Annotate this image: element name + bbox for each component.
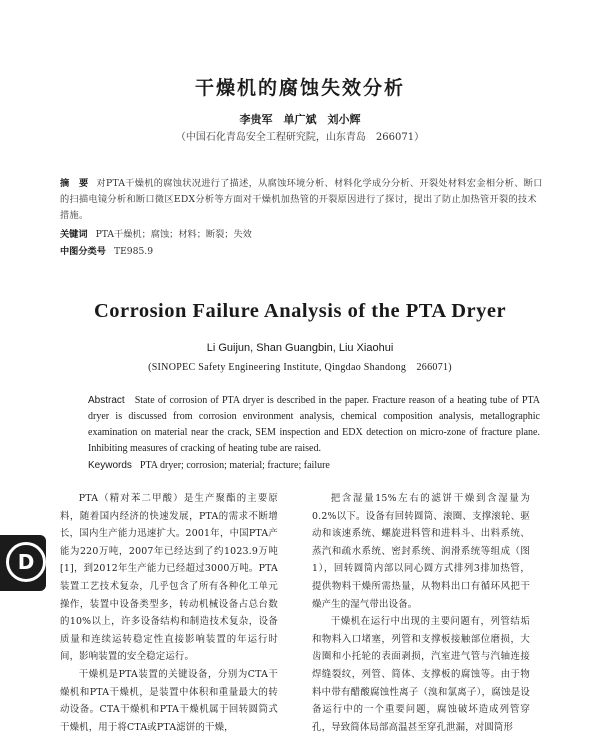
- english-affiliation: (SINOPEC Safety Engineering Institute, Qingdao Shandong 266071): [148, 362, 452, 373]
- chinese-keywords-text: PTA干燥机；腐蚀；材料；断裂；失效: [95, 229, 252, 240]
- english-authors: Li Guijun, Shan Guangbin, Liu Xiaohui: [206, 342, 394, 354]
- chinese-abstract-text: 对PTA干燥机的腐蚀状况进行了描述，从腐蚀环境分析、材料化学成分分析、开裂处材料宏金相分析、断口的扫描电镜分析和断口微区EDX分析等方面对干燥机加热管的开裂原因进行了探讨，提出了防止加热管开裂的技术措施。: [60, 178, 543, 221]
- body-paragraph: 干燥机在运行中出现的主要问题有，列管结垢和物料入口堵塞，列管和支撑板接触部位磨损，大齿圈和小托轮的表面剥损，汽室进气管与汽轴连接焊缝裂纹，列管、简体、支撑板的腐蚀等。由于物料中带有醋酸腐蚀性离子（溴和氯离子），腐蚀是设备运行中的一个重要问题，腐蚀破坏造成列管穿孔，导致简体局部高温甚至穿孔泄漏，对圆筒形: [312, 616, 530, 733]
- body-paragraph: PTA（精对苯二甲酸）是生产聚酯的主要原料，随着国内经济的快速发展，PTA的需求不断增长，国内生产能力迅速扩大。2001年，中国PTA产能为220万吨，2007年已经达到了约1023.9万吨[1]，到2012年生产能力已经超过3000万吨。PTA装置工艺技术复杂，几乎包含了所有各种化工单元操作，装置中设备类型多，转动机械设备占总台数的10%以上，许多设备结构和制造技术复杂，设备质量和连续运转稳定性直接影响装置的年运行时间，影响装置的安全稳定运行。: [60, 493, 278, 663]
- english-keywords-text: PTA dryer; corrosion; material; fracture; failure: [139, 460, 330, 471]
- chinese-keywords-label: 关键词: [60, 229, 88, 240]
- body-paragraph: 把含湿量15%左右的滤饼干燥到含湿量为0.2%以下。设备有回转圆筒、滚圈、支撑滚轮、驱动和该速系统、螺旋进料管和进料斗、出料系统、蒸汽和疏水系统、密封系统、润滑系统等组成（图1），回转圆筒内部以同心圆方式排列3排加热管，提供物料干燥所需热量，从物料出口有循环风把干燥产生的湿气带出设备。: [312, 493, 530, 610]
- english-title: Corrosion Failure Analysis of the PTA Dryer: [93, 300, 507, 322]
- chinese-authors: 李贵军 单广斌 刘小辉: [239, 113, 361, 126]
- section-tab-letter: D: [6, 542, 46, 582]
- english-abstract: [88, 393, 540, 457]
- chinese-affiliation: （中国石化青岛安全工程研究院，山东青岛 266071）: [175, 132, 425, 143]
- english-abstract-text: State of corrosion of PTA dryer is described in the paper. Fracture reason of a heating tube of PTA dryer is discussed from corrosion environment analysis, chemical composition analysis, metallographic examination on material near the crack, SEM inspection and EDX detection on micro-zone of fracture plane. Inhibiting measures of cracking of heating tube are raised.: [88, 395, 540, 454]
- chinese-keywords: [60, 226, 545, 240]
- chinese-classification-number: TE985.9: [113, 246, 154, 257]
- english-keywords: [88, 460, 540, 471]
- english-keywords-label: Keywords: [88, 460, 132, 471]
- english-abstract-label: Abstract: [88, 395, 125, 406]
- body-paragraph: 干燥机是PTA装置的关键设备，分别为CTA干燥机和PTA干燥机，是装置中体积和重量最大的转动设备。CTA干燥机和PTA干燥机属于回转圆筒式干燥机，用于将CTA或PTA滤饼的干燥，: [60, 668, 278, 733]
- chinese-title: 干燥机的腐蚀失效分析: [194, 77, 405, 99]
- chinese-classification-label: 中图分类号: [60, 246, 106, 257]
- chinese-classification: [60, 243, 545, 257]
- body-column-right: [312, 490, 530, 736]
- chinese-abstract-label: 摘 要: [60, 178, 89, 189]
- chinese-abstract: [60, 176, 545, 224]
- body-column-left: [60, 490, 278, 736]
